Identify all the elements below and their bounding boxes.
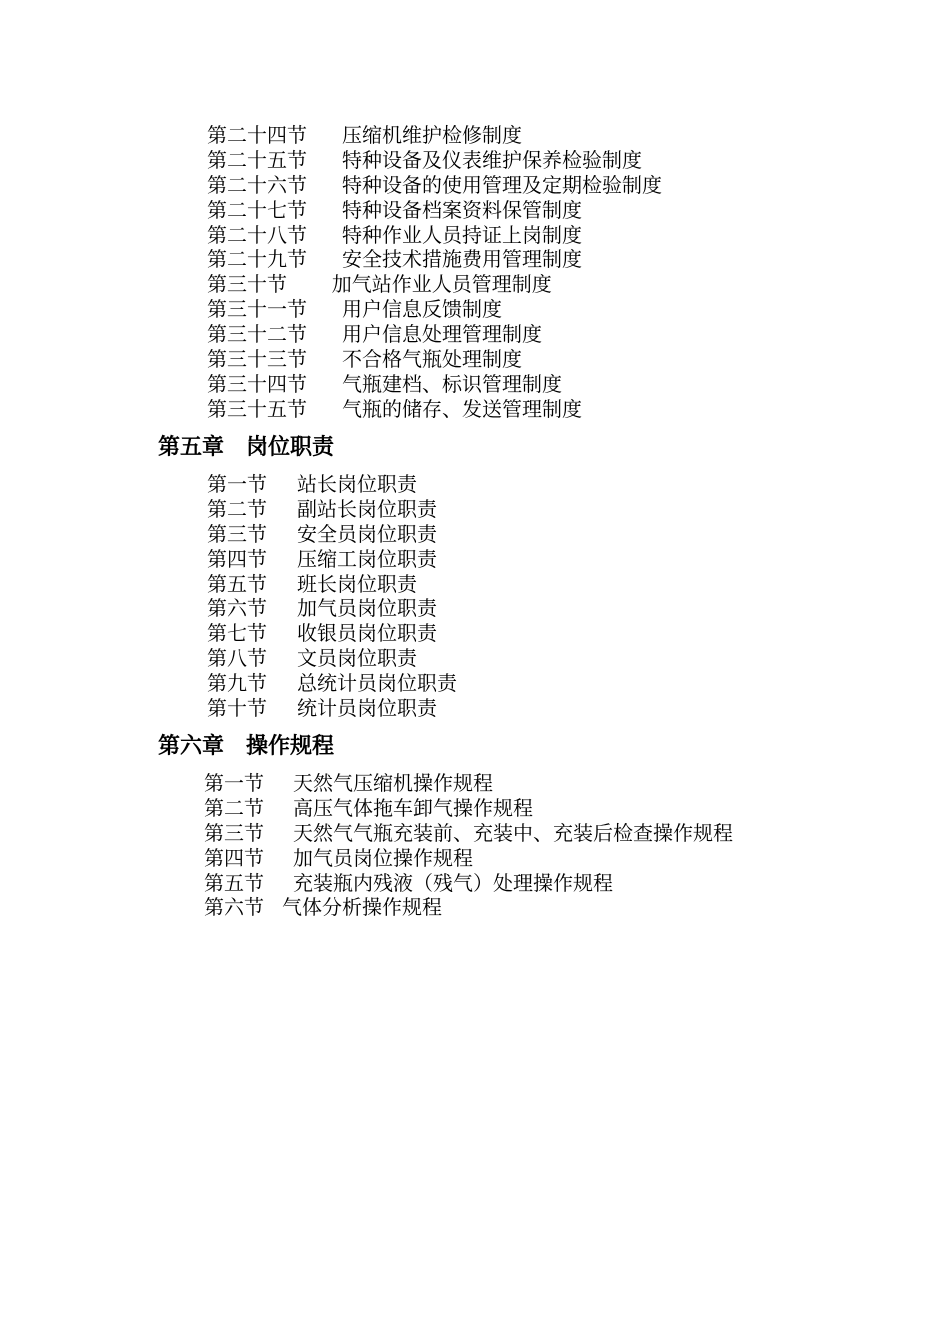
- section-title: 天然气气瓶充装前、充装中、充装后检查操作规程: [293, 820, 733, 845]
- section-number: 第五节: [207, 571, 267, 596]
- section-number: 第三节: [207, 521, 267, 546]
- toc-entry[interactable]: [207, 397, 662, 422]
- toc-entry[interactable]: [207, 322, 662, 347]
- section-title: 气瓶建档、标识管理制度: [342, 371, 562, 396]
- section-title: 天然气压缩机操作规程: [293, 771, 493, 795]
- toc-entry[interactable]: [207, 547, 457, 572]
- section-number: 第三十三节: [207, 347, 307, 372]
- toc-entry[interactable]: [207, 646, 457, 671]
- section-title: 班长岗位职责: [297, 571, 417, 596]
- section-title: 压缩机维护检修制度: [342, 123, 522, 147]
- section-title: 不合格气瓶处理制度: [342, 347, 522, 372]
- section-title: 特种设备的使用管理及定期检验制度: [342, 172, 662, 197]
- section-title: 安全员岗位职责: [297, 521, 437, 546]
- toc-entry[interactable]: [207, 596, 457, 621]
- toc-entry[interactable]: [207, 572, 457, 597]
- section-number: 第四节: [207, 546, 267, 571]
- section-number: 第六节: [207, 596, 267, 621]
- section-number: 第二十九节: [207, 247, 307, 272]
- toc-entry[interactable]: [207, 148, 662, 173]
- section-number: 第七节: [207, 621, 267, 646]
- section-title: 气瓶的储存、发送管理制度: [342, 396, 582, 421]
- section-title: 特种作业人员持证上岗制度: [342, 222, 582, 247]
- section-number: 第三十四节: [207, 371, 307, 396]
- section-number: 第六节: [204, 895, 264, 920]
- section-number: 第三十五节: [207, 396, 307, 421]
- section-number: 第三十节: [207, 272, 287, 297]
- section-title: 加气员岗位职责: [297, 596, 437, 621]
- section-number: 第二十七节: [207, 197, 307, 222]
- section-number: 第八节: [207, 646, 267, 671]
- chapter5-section-list: [207, 472, 457, 721]
- section-number: 第三十一节: [207, 297, 307, 322]
- section-title: 总统计员岗位职责: [297, 671, 457, 696]
- toc-entry[interactable]: [207, 696, 457, 721]
- section-number: 第四节: [204, 845, 264, 870]
- section-title: 压缩工岗位职责: [297, 546, 437, 571]
- toc-entry[interactable]: [207, 297, 662, 322]
- toc-entry[interactable]: [204, 871, 733, 896]
- section-number: 第二十四节: [207, 123, 307, 147]
- section-title: 统计员岗位职责: [297, 696, 437, 721]
- section-title: 收银员岗位职责: [297, 621, 437, 646]
- section-number: 第三十二节: [207, 322, 307, 347]
- toc-entry[interactable]: [207, 223, 662, 248]
- section-title: 充装瓶内残液（残气）处理操作规程: [293, 870, 613, 895]
- section-title: 高压气体拖车卸气操作规程: [293, 795, 533, 820]
- section-number: 第二十六节: [207, 172, 307, 197]
- toc-entry[interactable]: [207, 522, 457, 547]
- toc-entry[interactable]: [207, 497, 457, 522]
- section-number: 第二节: [204, 795, 264, 820]
- section-number: 第二节: [207, 496, 267, 521]
- toc-entry[interactable]: [204, 895, 733, 920]
- toc-entry[interactable]: [207, 247, 662, 272]
- chapter6-section-list: [204, 771, 733, 920]
- section-title: 副站长岗位职责: [297, 496, 437, 521]
- toc-entry[interactable]: [207, 173, 662, 198]
- section-title: 用户信息处理管理制度: [342, 322, 542, 347]
- section-title: 文员岗位职责: [297, 646, 417, 671]
- section-title: 气体分析操作规程: [282, 895, 442, 920]
- toc-entry[interactable]: [207, 123, 662, 148]
- section-title: 用户信息反馈制度: [342, 297, 502, 322]
- section-number: 第五节: [204, 870, 264, 895]
- chapter-heading[interactable]: 第六章 操作规程: [158, 734, 335, 759]
- toc-entry[interactable]: [207, 272, 662, 297]
- toc-entry[interactable]: [204, 796, 733, 821]
- section-number: 第一节: [207, 472, 267, 496]
- section-title: 加气员岗位操作规程: [293, 845, 473, 870]
- section-title: 加气站作业人员管理制度: [319, 272, 552, 297]
- toc-entry[interactable]: [207, 472, 457, 497]
- toc-entry[interactable]: [207, 372, 662, 397]
- section-title: 特种设备及仪表维护保养检验制度: [342, 147, 642, 172]
- toc-entry[interactable]: [204, 821, 733, 846]
- chapter-heading[interactable]: 第五章 岗位职责: [158, 435, 335, 460]
- section-title: 安全技术措施费用管理制度: [342, 247, 582, 272]
- section-title: 特种设备档案资料保管制度: [342, 197, 582, 222]
- toc-entry[interactable]: [207, 198, 662, 223]
- toc-entry[interactable]: [207, 671, 457, 696]
- section-number: 第二十八节: [207, 222, 307, 247]
- toc-entry[interactable]: [204, 771, 733, 796]
- section-number: 第十节: [207, 696, 267, 721]
- section-number: 第九节: [207, 671, 267, 696]
- toc-entry[interactable]: [207, 621, 457, 646]
- toc-entry[interactable]: [204, 846, 733, 871]
- section-title: 站长岗位职责: [297, 472, 417, 496]
- section-number: 第一节: [204, 771, 264, 795]
- section-number: 第二十五节: [207, 147, 307, 172]
- toc-entry[interactable]: [207, 347, 662, 372]
- section-number: 第三节: [204, 820, 264, 845]
- chapter4-section-list: [207, 123, 662, 422]
